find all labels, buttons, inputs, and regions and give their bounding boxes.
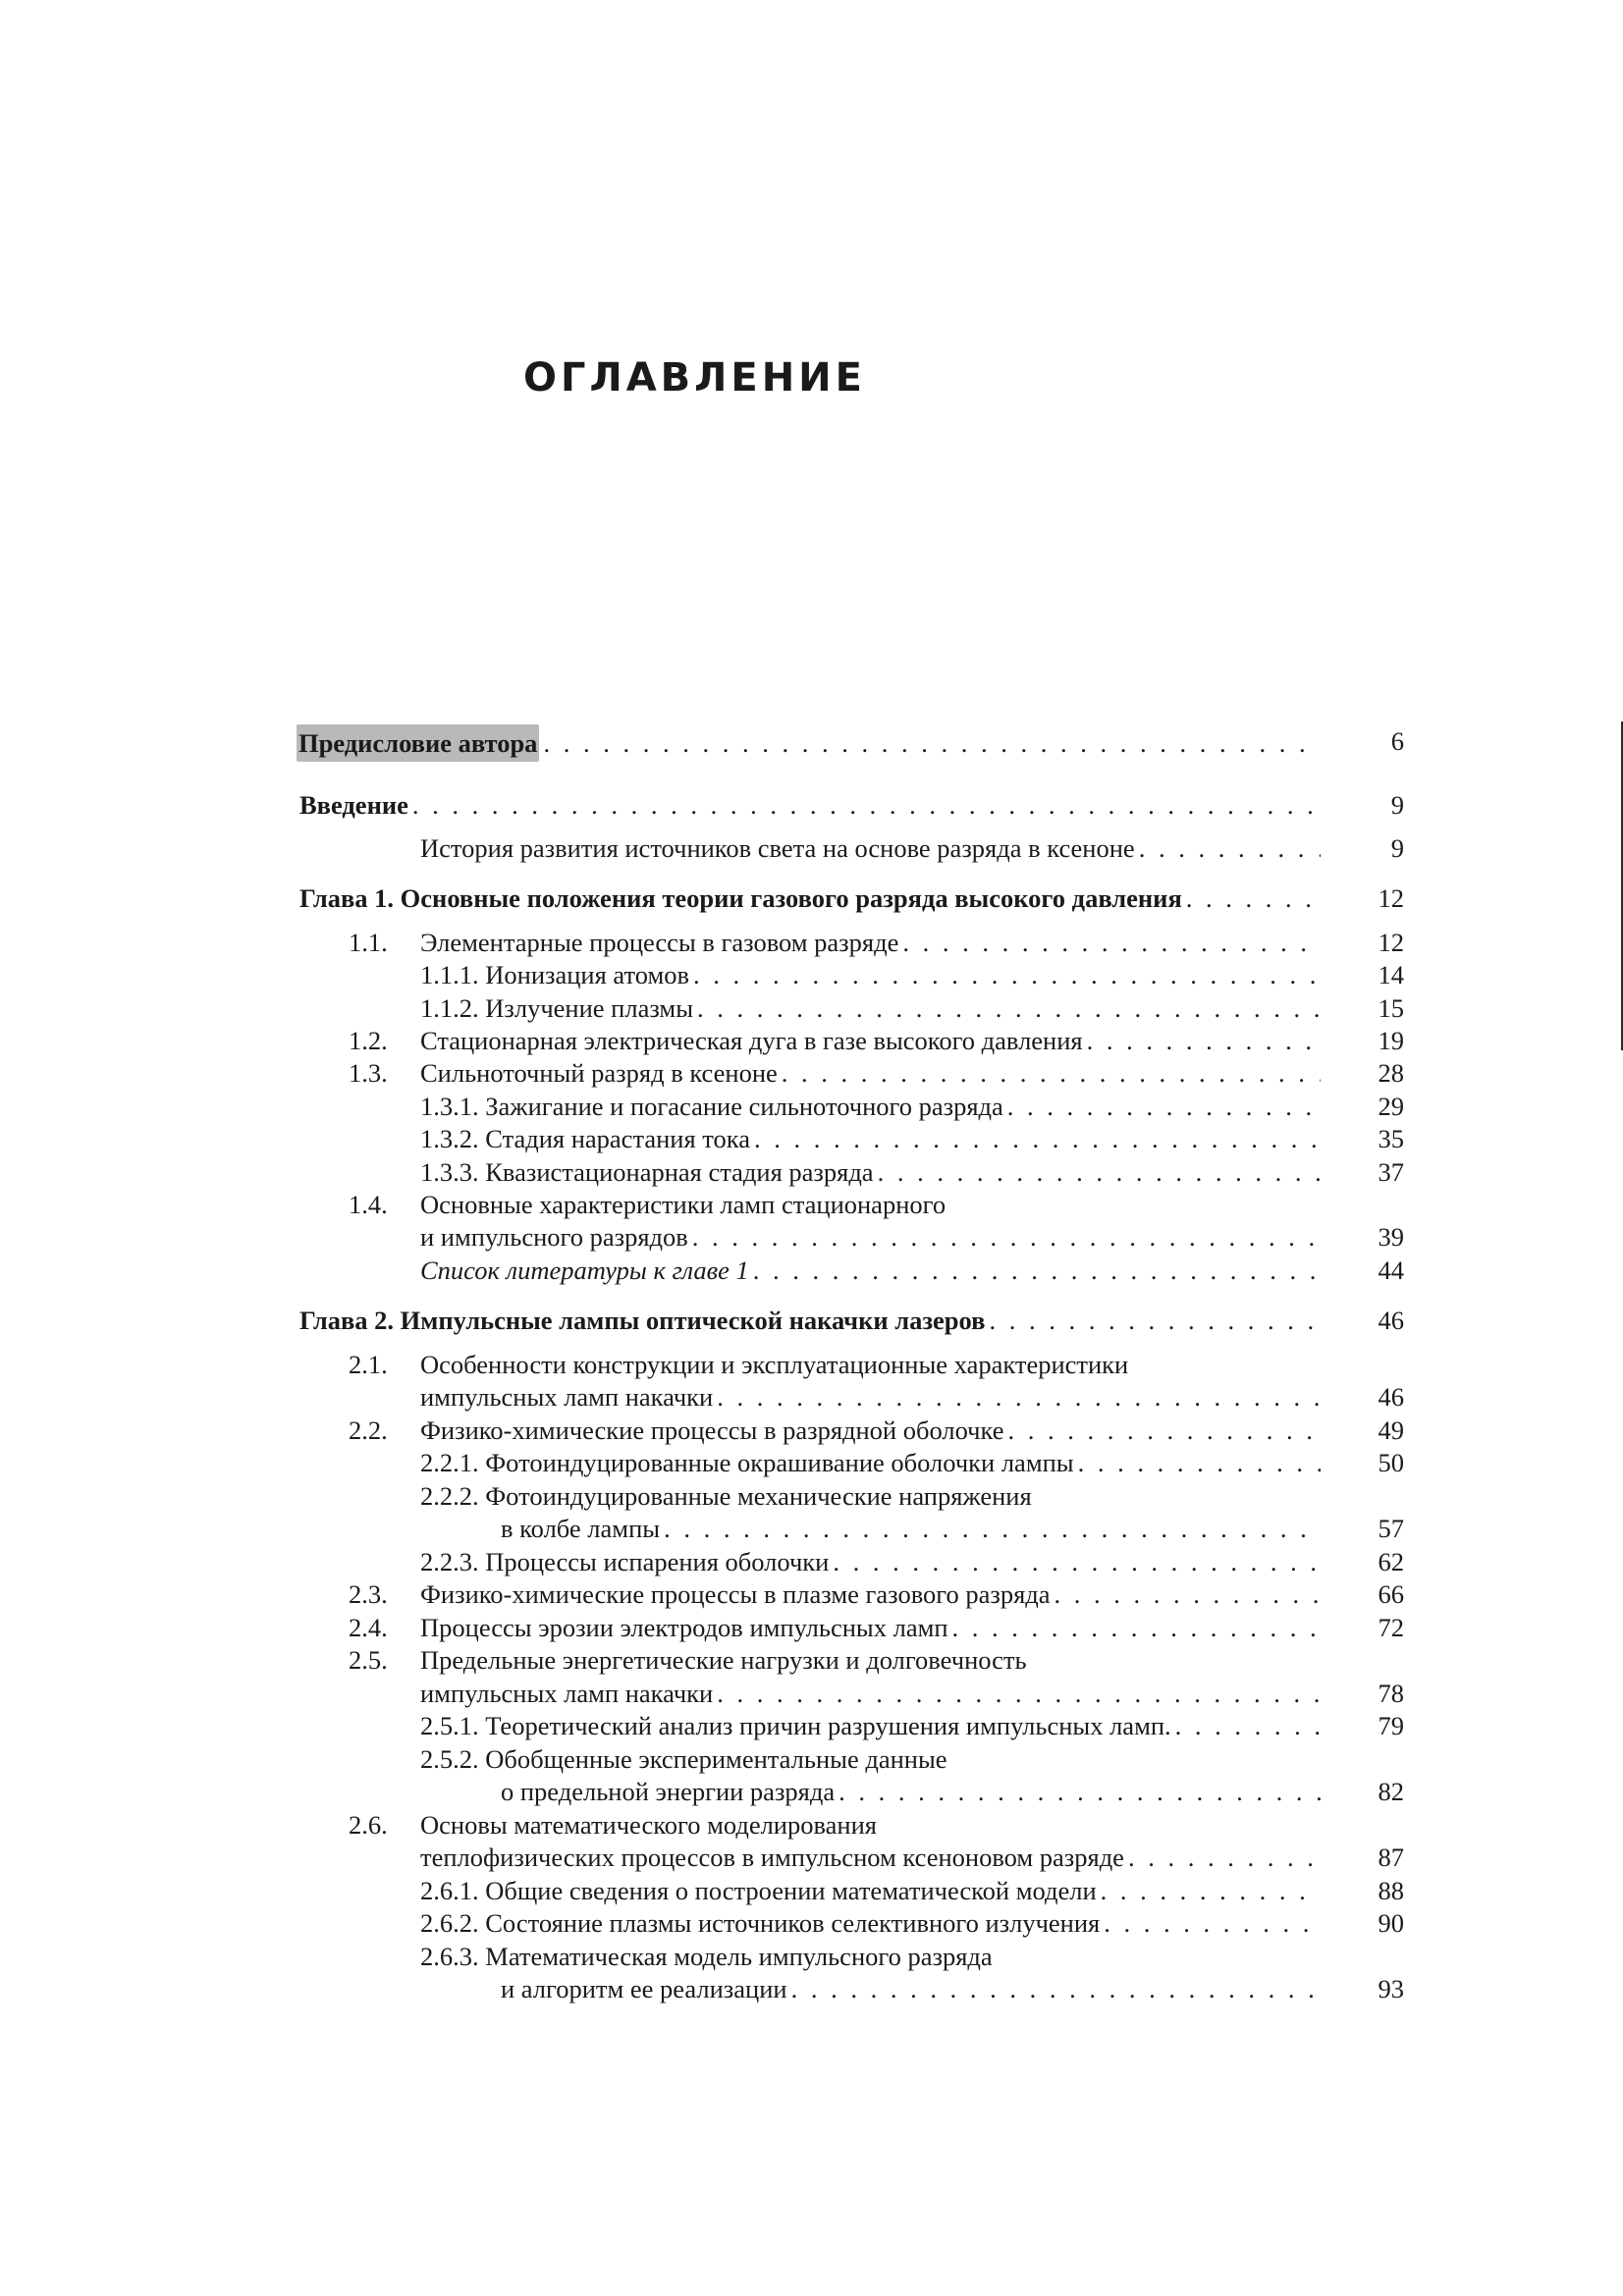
toc-entry-number: 1.1.	[349, 928, 388, 957]
toc-entry-title: 2.6.1. Общие сведения о построении математической модели	[420, 1876, 1097, 1905]
toc-entry-title: 2.6.2. Состояние плазмы источников селективного излучения	[420, 1908, 1101, 1938]
toc-entry-page: 87	[1378, 1842, 1404, 1872]
leader-dots	[1007, 1090, 1321, 1123]
toc-entry[interactable]	[0, 958, 1623, 991]
toc-entry[interactable]	[0, 1155, 1623, 1189]
toc-entry[interactable]	[0, 1577, 1623, 1611]
toc-entry[interactable]	[0, 1874, 1623, 1907]
toc-entry-title: Глава 2. Импульсные лампы оптической накачки лазеров	[299, 1306, 986, 1335]
page-title: ОГЛАВЛЕНИЕ	[523, 355, 866, 400]
toc-entry[interactable]	[0, 1611, 1623, 1644]
toc-entry-number: 1.3.	[349, 1058, 388, 1088]
toc-entry-title: Основы математического моделирования	[420, 1810, 877, 1840]
toc-entry-title: Основные характеристики ламп стационарного	[420, 1190, 947, 1219]
toc-entry-title: Стационарная электрическая дуга в газе высокого давления	[420, 1026, 1083, 1055]
toc-entry[interactable]	[0, 1414, 1623, 1447]
toc-entry[interactable]	[0, 1940, 1623, 1973]
toc-entry[interactable]	[0, 1446, 1623, 1479]
toc-entry[interactable]	[0, 788, 1623, 822]
leader-dots	[754, 1122, 1321, 1155]
toc-entry[interactable]	[0, 1188, 1623, 1221]
leader-dots	[1101, 1874, 1321, 1907]
toc-entry-page: 46	[1378, 1306, 1404, 1335]
toc-entry-title: Элементарные процессы в газовом разряде	[420, 928, 899, 957]
toc-entry-page: 66	[1378, 1579, 1404, 1609]
leader-dots	[692, 1220, 1321, 1254]
toc-entry-title: в колбе лампы	[501, 1514, 661, 1543]
toc-entry-title: Введение	[299, 790, 408, 820]
toc-entry[interactable]	[0, 1348, 1623, 1381]
leader-dots	[1104, 1906, 1321, 1940]
toc-entry-title: 1.3.3. Квазистационарная стадия разряда	[420, 1157, 874, 1187]
toc-entry-number: 1.4.	[349, 1190, 388, 1219]
toc-entry[interactable]	[0, 1254, 1623, 1287]
leader-dots	[1128, 1841, 1321, 1874]
leader-dots	[1087, 1024, 1321, 1057]
toc-entry[interactable]	[0, 1122, 1623, 1155]
toc-entry-page: 12	[1378, 883, 1404, 913]
leader-dots	[697, 991, 1321, 1025]
toc-entry-title: 1.3.1. Зажигание и погасание сильноточного разряда	[420, 1092, 1003, 1121]
toc-entry-title: Предисловие автора	[297, 724, 539, 762]
toc-entry-title: и алгоритм ее реализации	[501, 1974, 787, 2003]
leader-dots	[1139, 831, 1321, 865]
toc-entry-page: 35	[1378, 1124, 1404, 1153]
toc-entry[interactable]	[0, 1709, 1623, 1742]
leader-dots	[717, 1380, 1321, 1414]
toc-entry[interactable]	[0, 1479, 1623, 1513]
toc-entry-number: 1.2.	[349, 1026, 388, 1055]
toc-entry[interactable]	[0, 1906, 1623, 1940]
toc-entry-number: 2.2.	[349, 1415, 388, 1445]
toc-entry[interactable]	[0, 1512, 1623, 1545]
toc-entry-page: 37	[1378, 1157, 1404, 1187]
toc-entry-number: 2.6.	[349, 1810, 388, 1840]
leader-dots	[902, 926, 1321, 959]
leader-dots	[1078, 1446, 1321, 1479]
toc-entry-page: 39	[1378, 1222, 1404, 1252]
toc-entry-title: 2.2.2. Фотоиндуцированные механические напряжения	[420, 1481, 1032, 1511]
leader-dots	[664, 1512, 1321, 1545]
toc-entry[interactable]	[0, 1775, 1623, 1808]
toc-entry-page: 15	[1378, 993, 1404, 1023]
toc-entry-title: 1.1.1. Ионизация атомов	[420, 960, 689, 989]
toc-entry[interactable]	[0, 1056, 1623, 1090]
toc-entry-page: 50	[1378, 1448, 1404, 1477]
leader-dots	[543, 726, 1321, 760]
toc-entry-title: Особенности конструкции и эксплуатационные характеристики	[420, 1350, 1129, 1379]
toc-entry-title: теплофизических процессов в импульсном ксеноновом разряде	[420, 1842, 1124, 1872]
toc-entry-title: Сильноточный разряд в ксеноне	[420, 1058, 778, 1088]
toc-entry[interactable]	[0, 1643, 1623, 1677]
toc-entry-number: 2.4.	[349, 1613, 388, 1642]
toc-entry-number: 2.5.	[349, 1645, 388, 1675]
leader-dots	[753, 1254, 1321, 1287]
leader-dots	[878, 1155, 1321, 1189]
toc-entry-page: 14	[1378, 960, 1404, 989]
toc-entry-number: 2.3.	[349, 1579, 388, 1609]
toc-entry[interactable]	[0, 1090, 1623, 1123]
toc-entry-title: Список литературы к главе 1	[420, 1255, 749, 1285]
toc-entry-title: о предельной энергии разряда	[501, 1777, 836, 1806]
toc-entry-page: 29	[1378, 1092, 1404, 1121]
toc-entry-page: 62	[1378, 1547, 1404, 1576]
toc-entry[interactable]	[0, 831, 1623, 865]
leader-dots	[1186, 881, 1321, 915]
leader-dots	[791, 1972, 1321, 2005]
leader-dots	[412, 788, 1321, 822]
toc-entry-title: 2.5.1. Теоретический анализ причин разрушения импульсных ламп.	[420, 1711, 1171, 1740]
toc-entry-title: Предельные энергетические нагрузки и долговечность	[420, 1645, 1027, 1675]
toc-entry-title: Физико-химические процессы в разрядной оболочке	[420, 1415, 1004, 1445]
toc-entry[interactable]	[0, 724, 1623, 758]
leader-dots	[989, 1304, 1321, 1337]
toc-entry-page: 28	[1378, 1058, 1404, 1088]
toc-entry-page: 79	[1378, 1711, 1404, 1740]
toc-entry-page: 78	[1378, 1679, 1404, 1708]
toc-entry-page: 9	[1390, 790, 1404, 820]
toc-entry[interactable]	[0, 1841, 1623, 1874]
toc-entry-title: 1.3.2. Стадия нарастания тока	[420, 1124, 750, 1153]
toc-entry-page: 12	[1378, 928, 1404, 957]
toc-entry[interactable]	[0, 1742, 1623, 1776]
toc-entry-title: История развития источников света на основе разряда в ксеноне	[420, 833, 1135, 863]
leader-dots	[952, 1611, 1321, 1644]
leader-dots	[1055, 1577, 1321, 1611]
leader-dots	[1175, 1709, 1321, 1742]
toc-entry-title: 2.6.3. Математическая модель импульсного разряда	[420, 1942, 993, 1971]
toc-entry-title: Глава 1. Основные положения теории газового разряда высокого давления	[299, 883, 1182, 913]
toc-entry-page: 72	[1378, 1613, 1404, 1642]
toc-entry[interactable]	[0, 1024, 1623, 1057]
leader-dots	[782, 1056, 1321, 1090]
toc-entry[interactable]	[0, 881, 1623, 915]
toc-entry-title: 2.5.2. Обобщенные экспериментальные данные	[420, 1744, 947, 1774]
toc-entry-title: 2.2.1. Фотоиндуцированные окрашивание оболочки лампы	[420, 1448, 1074, 1477]
toc-entry[interactable]	[0, 1972, 1623, 2005]
toc-entry[interactable]	[0, 1304, 1623, 1337]
toc-entry-page: 46	[1378, 1382, 1404, 1412]
toc-entry-page: 57	[1378, 1514, 1404, 1543]
toc-entry-title: 1.1.2. Излучение плазмы	[420, 993, 694, 1023]
toc-entry-page: 90	[1378, 1908, 1404, 1938]
toc-entry-page: 88	[1378, 1876, 1404, 1905]
toc-entry-page: 6	[1390, 726, 1404, 756]
toc-entry-page: 44	[1378, 1255, 1404, 1285]
toc-entry-page: 9	[1390, 833, 1404, 863]
toc-entry-title: 2.2.3. Процессы испарения оболочки	[420, 1547, 830, 1576]
toc-entry-page: 19	[1378, 1026, 1404, 1055]
toc-entry[interactable]	[0, 1808, 1623, 1842]
toc-entry-page: 82	[1378, 1777, 1404, 1806]
toc-entry[interactable]	[0, 1545, 1623, 1578]
toc-entry-title: Физико-химические процессы в плазме газового разряда	[420, 1579, 1051, 1609]
leader-dots	[717, 1677, 1321, 1710]
leader-dots	[1007, 1414, 1321, 1447]
toc-entry[interactable]	[0, 1380, 1623, 1414]
leader-dots	[833, 1545, 1321, 1578]
leader-dots	[839, 1775, 1321, 1808]
toc-entry-page: 49	[1378, 1415, 1404, 1445]
toc-entry-title: и импульсного разрядов	[420, 1222, 688, 1252]
toc-entry[interactable]	[0, 991, 1623, 1025]
toc-entry-title: импульсных ламп накачки	[420, 1679, 714, 1708]
leader-dots	[693, 958, 1321, 991]
toc-entry-title: импульсных ламп накачки	[420, 1382, 714, 1412]
toc-entry[interactable]	[0, 1220, 1623, 1254]
toc-entry-title: Процессы эрозии электродов импульсных ламп	[420, 1613, 948, 1642]
toc-entry-number: 2.1.	[349, 1350, 388, 1379]
toc-entry[interactable]	[0, 1677, 1623, 1710]
toc-entry-page: 93	[1378, 1974, 1404, 2003]
toc-entry[interactable]	[0, 926, 1623, 959]
